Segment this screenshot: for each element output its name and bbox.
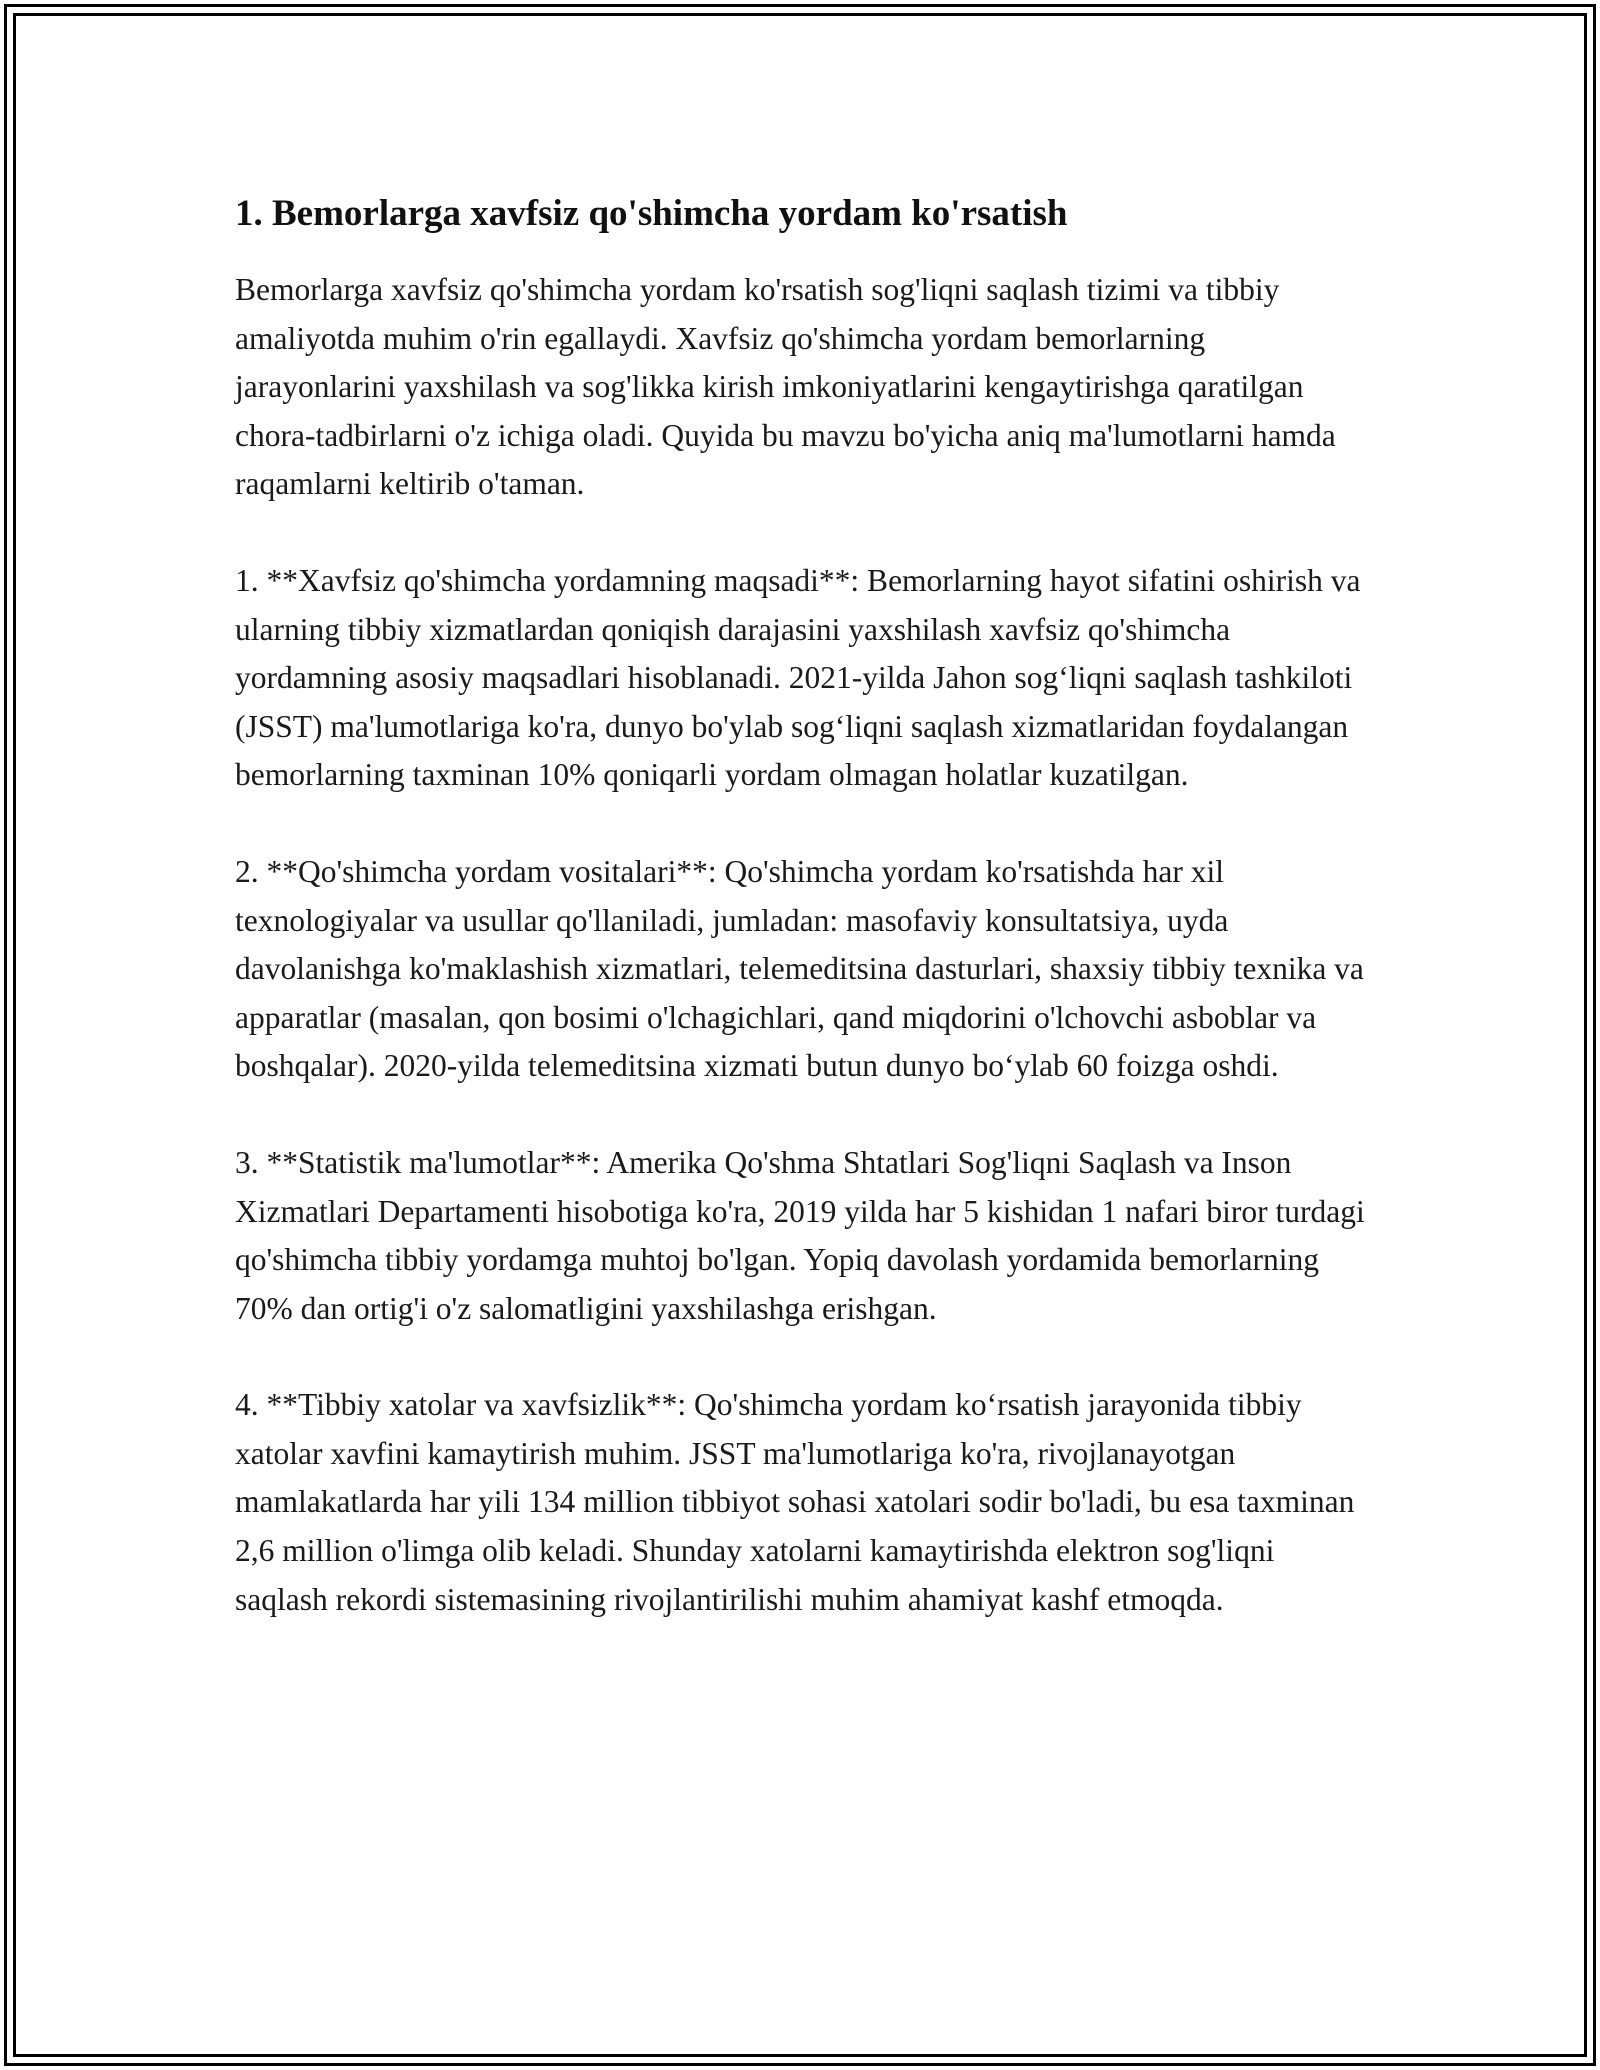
document-body [235,186,1370,1672]
point-4-paragraph: 4. **Tibbiy xatolar va xavfsizlik**: Qo'shimcha yordam ko‘rsatish jarayonida tibbiy xatolar xavfini kamaytirish muhim. JSST ma'lumotlariga ko'ra, rivojlanayotgan mamlakatlarda har yili 134 million tibbiyot sohasi xatolari sodir bo'ladi, bu esa taxminan 2,6 million o'limga olib keladi. Shunday xatolarni kamaytirishda elektron sog'liqni saqlash rekordi sistemasining rivojlantirilishi muhim ahamiyat kashf etmoqda. [235,1387,1355,1617]
point-2-paragraph: 2. **Qo'shimcha yordam vositalari**: Qo'shimcha yordam ko'rsatishda har xil texnologiyalar va usullar qo'llaniladi, jumladan: masofaviy konsultatsiya, uyda davolanishga ko'maklashish xizmatlari, telemeditsina dasturlari, shaxsiy tibbiy texnika va apparatlar (masalan, qon bosimi o'lchagichlari, qand miqdorini o'lchovchi asboblar va boshqalar). 2020-yilda telemeditsina xizmati butun dunyo bo‘ylab 60 foizga oshdi. [235,853,1364,1084]
point-3-paragraph: 3. **Statistik ma'lumotlar**: Amerika Qo'shma Shtatlari Sog'liqni Saqlash va Inson Xizmatlari Departamenti hisobotiga ko'ra, 2019 yilda har 5 kishidan 1 nafari biror turdagi qo'shimcha tibbiy yordamga muhtoj bo'lgan. Yopiq davolash yordamida bemorlarning 70% dan ortig'i o'z salomatligini yaxshilashga erishgan. [235,1144,1365,1326]
intro-paragraph: Bemorlarga xavfsiz qo'shimcha yordam ko'rsatish sog'liqni saqlash tizimi va tibbiy amaliyotda muhim o'rin egallaydi. Xavfsiz qo'shimcha yordam bemorlarning jarayonlarini yaxshilash va sog'likka kirish imkoniyatlarini kengaytirishga qaratilgan chora-tadbirlarni o'z ichiga oladi. Quyida bu mavzu bo'yicha aniq ma'lumotlarni hamda raqamlarni keltirib o'taman. [235,272,1336,502]
section-heading: 1. Bemorlarga xavfsiz qo'shimcha yordam ko'rsatish [235,193,1068,234]
point-1-paragraph: 1. **Xavfsiz qo'shimcha yordamning maqsadi**: Bemorlarning hayot sifatini oshirish va ularning tibbiy xizmatlardan qoniqish darajasini yaxshilash xavfsiz qo'shimcha yordamning asosiy maqsadlari hisoblanadi. 2021-yilda Jahon sog‘liqni saqlash tashkiloti (JSST) ma'lumotlariga ko'ra, dunyo bo'ylab sog‘liqni saqlash xizmatlaridan foydalangan bemorlarning taxminan 10% qoniqarli yordam olmagan holatlar kuzatilgan. [235,562,1361,793]
